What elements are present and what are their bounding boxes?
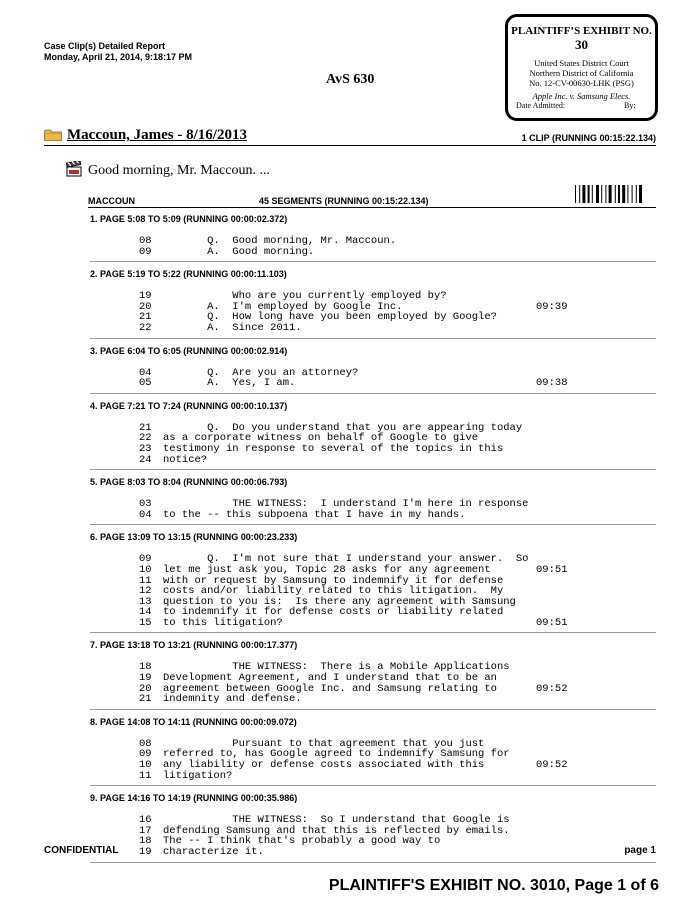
line-text: The -- I think that's probably a good way to [163,835,441,848]
transcript-line [90,236,656,247]
transcript-line [90,847,656,858]
witness-name: Maccoun, James - 8/16/2013 [67,127,247,143]
transcript-line [90,510,656,521]
segment-title: 4. PAGE 7:21 TO 7:24 (RUNNING 00:00:10.137) [90,400,288,411]
timestamp: 09:39 [536,300,568,313]
exhibit-admission [516,101,647,110]
line-number: 19 [139,846,152,858]
timestamp: 09:52 [536,682,568,695]
segment [90,786,656,862]
transcript-lines [90,739,656,781]
line-number: 04 [139,508,152,521]
clapperboard-icon [66,161,82,177]
timestamp: 09:38 [536,377,568,390]
transcript-line [90,455,656,466]
segment-header: MACCOUN [88,196,135,206]
segment-title: 2. PAGE 5:19 TO 5:22 (RUNNING 00:00:11.103) [90,269,287,280]
line-number: 11 [139,574,152,587]
line-text: Development Agreement, and I understand that to be an [163,672,497,685]
clip-title: Good morning, Mr. Maccoun. ... [88,163,270,178]
line-text: Pursuant to that agreement that you just [163,737,485,750]
exhibit-court: United States District Court [534,58,629,68]
line-number: 12 [139,585,152,598]
line-text: Q. How long have you been employed by Google? [163,311,497,324]
line-text: notice? [163,453,208,466]
report-datetime: Monday, April 21, 2014, 9:18:17 PM [44,52,193,62]
line-text: indemnity and defense. [163,693,302,706]
line-text: Q. I'm not sure that I understand your answer. So [163,553,529,566]
exhibit-district: Northern District of California [529,68,634,78]
line-number: 24 [139,453,152,466]
transcript-line [90,444,656,455]
line-text: testimony in response to several of the topics in this [163,442,504,455]
exhibit-stamp: PLAINTIFF'S EXHIBIT NO. 3010, Page 1 of 6 [328,877,659,894]
line-number: 21 [139,421,152,434]
transcript-lines [90,236,656,257]
line-number: 22 [139,432,152,445]
exhibit-number: 30 [575,37,588,52]
segment-count: 45 SEGMENTS (RUNNING 00:15:22.134) [259,196,429,206]
line-number: 15 [139,616,152,629]
line-text: A. Good morning. [163,245,315,258]
transcript-lines [90,423,656,465]
transcript-lines [90,499,656,520]
timestamp: 09:51 [536,616,568,629]
line-number: 21 [139,311,152,324]
transcript-lines [90,554,656,628]
line-text: defending Samsung and that this is reflected by emails. [163,824,510,837]
page-number: page 1 [624,845,656,856]
line-text: costs and/or liability related to this litigation. My [163,585,504,598]
line-text: THE WITNESS: I understand I'm here in response [163,498,529,511]
line-number: 21 [139,693,152,706]
header-divider [44,145,656,146]
doc-id: AvS 630 [326,72,375,87]
line-text: as a corporate witness on behalf of Google to give [163,432,479,445]
line-text: agreement between Google Inc. and Samsung relating to [163,682,497,695]
segment-title: 6. PAGE 13:09 TO 13:15 (RUNNING 00:00:23.233) [90,532,298,543]
transcript-lines [90,368,656,389]
transcript-line [90,618,656,629]
line-number: 20 [139,300,152,313]
line-text: A. Yes, I am. [163,377,296,390]
line-number: 11 [139,769,152,782]
line-text: Who are you currently employed by? [163,290,447,303]
transcript-line [90,771,656,782]
segment-list [90,207,656,863]
segment-title: 3. PAGE 6:04 TO 6:05 (RUNNING 00:00:02.914) [90,345,288,356]
line-text: any liability or defense costs associated with this [163,759,485,772]
line-number: 18 [139,661,152,674]
transcript-line [90,694,656,705]
barcode-icon [575,185,657,203]
line-number: 18 [139,835,152,848]
segment [90,525,656,633]
segment [90,207,656,262]
line-text: to indemnify it for defense costs or liability related [163,606,504,619]
line-text: A. I'm employed by Google Inc. [163,300,403,313]
folder-icon [44,129,62,141]
transcript-line [90,247,656,258]
segment [90,339,656,394]
exhibit-title [508,25,655,53]
line-number: 17 [139,824,152,837]
line-number: 20 [139,682,152,695]
transcript-lines [90,815,656,857]
segment-title: 7. PAGE 13:18 TO 13:21 (RUNNING 00:00:17.377) [90,640,298,651]
report-meta [44,41,192,63]
line-text: THE WITNESS: There is a Mobile Applications [163,661,510,674]
line-number: 09 [139,245,152,258]
line-number: 08 [139,235,152,247]
line-text: referred to, has Google agreed to indemnify Samsung for [163,748,510,761]
line-number: 09 [139,748,152,761]
exhibit-title-label: PLAINTIFF’S EXHIBIT NO. [511,25,652,37]
line-number: 13 [139,595,152,608]
line-number: 10 [139,759,152,772]
timestamp: 09:52 [536,759,568,772]
line-number: 19 [139,290,152,303]
transcript-line [90,323,656,334]
segment [90,394,656,470]
transcript-lines [90,291,656,333]
segment [90,710,656,786]
line-number: 03 [139,498,152,511]
line-number: 14 [139,606,152,619]
line-text: Q. Good morning, Mr. Maccoun. [163,235,397,247]
segment [90,262,656,338]
line-number: 16 [139,814,152,827]
line-text: to this litigation? [163,616,283,629]
line-text: Q. Do you understand that you are appearing today [163,421,523,434]
line-text: A. Since 2011. [163,321,302,334]
line-text: Q. Are you an attorney? [163,366,359,379]
line-number: 09 [139,553,152,566]
exhibit-case-no: No. 12-CV-00630-LHK (PSG) [529,78,634,88]
exhibit-sticker [505,14,658,121]
line-number: 08 [139,737,152,750]
line-text: with or request by Samsung to indemnify it for defense [163,574,504,587]
segment-title: 9. PAGE 14:16 TO 14:19 (RUNNING 00:00:35.986) [90,793,298,804]
line-number: 23 [139,442,152,455]
segment-title: 1. PAGE 5:08 TO 5:09 (RUNNING 00:00:02.372) [90,214,288,224]
segment-title: 8. PAGE 14:08 TO 14:11 (RUNNING 00:00:09.072) [90,716,297,727]
transcript-lines [90,662,656,704]
report-title: Case Clip(s) Detailed Report [44,41,166,51]
exhibit-case-name: Apple Inc. v. Samsung Elecs. [532,91,631,101]
transcript-line [90,378,656,389]
line-text: litigation? [163,769,233,782]
line-text: question to you is: Is there any agreement with Samsung [163,595,516,608]
segment-divider [90,862,656,863]
date-admitted-label: Date Admitted: [516,101,566,110]
line-number: 22 [139,321,152,334]
line-number: 05 [139,377,152,390]
line-number: 04 [139,366,152,379]
line-text: characterize it. [163,846,264,858]
by-label: By: [624,101,636,110]
confidential-label: CONFIDENTIAL [44,845,119,856]
segment-title: 5. PAGE 8:03 TO 8:04 (RUNNING 00:00:06.793) [90,477,288,488]
line-number: 10 [139,563,152,576]
line-text: to the -- this subpoena that I have in my hands. [163,508,466,521]
line-number: 19 [139,672,152,685]
clip-count: 1 CLIP (RUNNING 00:15:22.134) [521,133,656,143]
timestamp: 09:51 [536,563,568,576]
segment [90,633,656,709]
line-text: let me just ask you, Topic 28 asks for any agreement [163,563,491,576]
segment [90,470,656,525]
line-text: THE WITNESS: So I understand that Google is [163,814,510,827]
transcript-line [90,565,656,576]
